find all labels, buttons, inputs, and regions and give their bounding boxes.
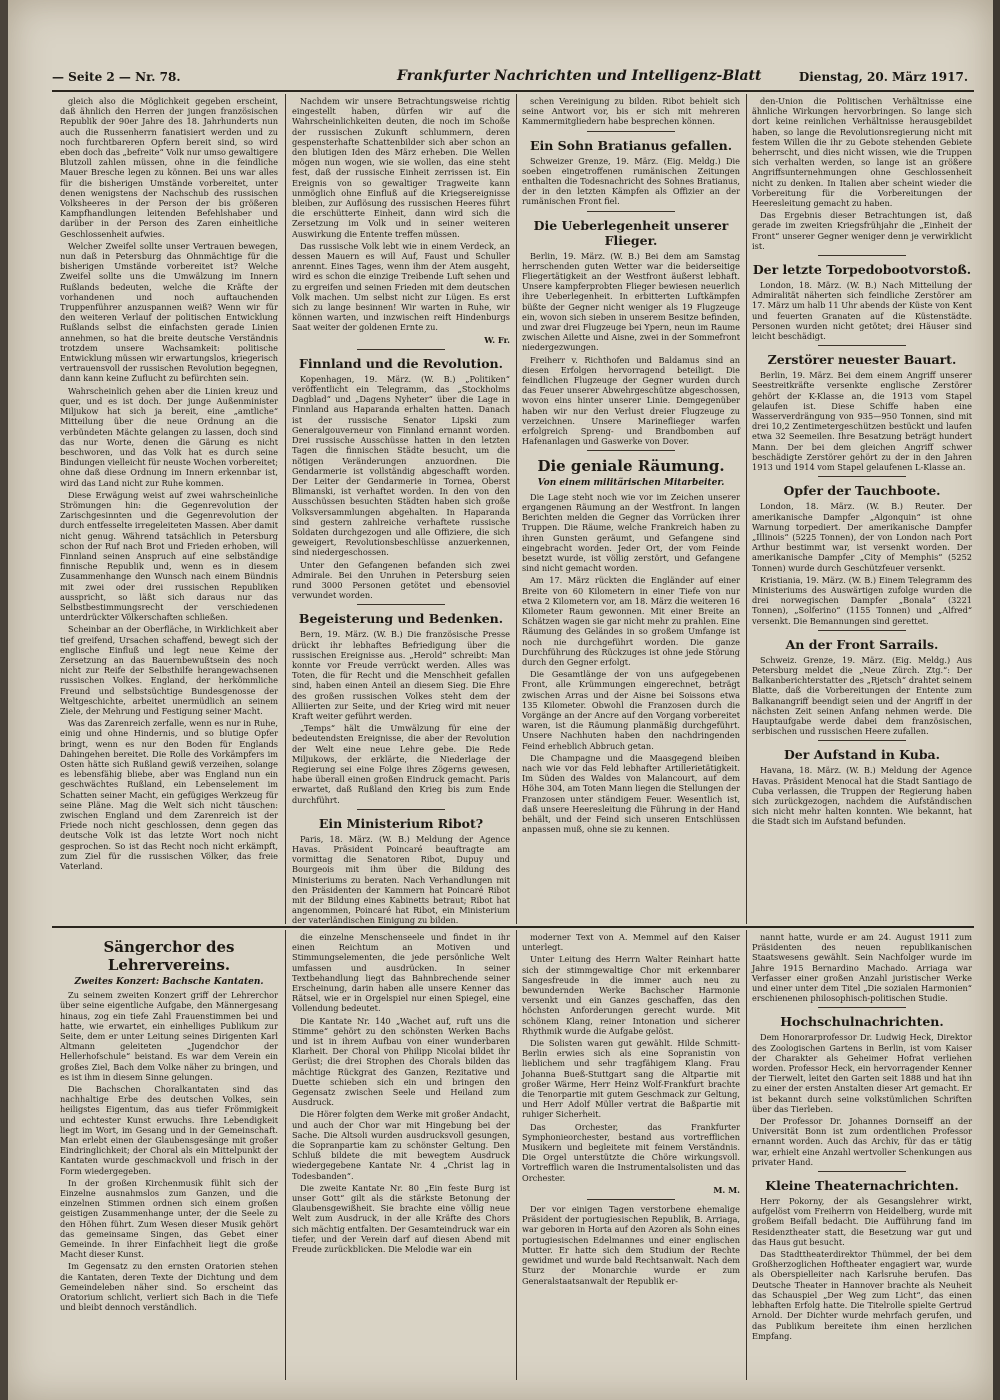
article-headline: Begeisterung und Bedenken. xyxy=(298,611,504,627)
article-paragraph: Die Lage steht noch wie vor im Zeichen unserer ergangenen Räumung an der Westfront. In langen Berichten melden die Gegner das Vorrücken ihrer Truppen. Die Räume, welche Frankreich haben zu ihren Gunsten geräumt, und Gefangene sind eingebracht worden. Jeder Ort, der vom Feinde besetzt wurde, ist völlig zerstört, und Gefangene sind nicht gemacht worden. xyxy=(522,491,740,574)
masthead-title: Frankfurter Nachrichten und Intelligenz-Blatt xyxy=(397,68,762,84)
article-separator xyxy=(587,131,674,132)
article-paragraph: Das Ergebnis dieser Betrachtungen ist, daß gerade im zweiten Kriegsfrühjahr die „Einheit der Front“ unserer Gegner weniger denn je verwirklicht ist. xyxy=(752,210,972,251)
article-paragraph: Berlin, 19. März. Bei dem einem Angriff unserer Seestreitkräfte versenkte englische Zerstörer gehört der K-Klasse an, die 1913 vom Stapel gelaufen ist. Diese Schiffe haben eine Wasserverdrängung von 935—950 Tonnen, sind mit drei 10,2 Zentimetergeschützen bestückt und laufen etwa 32 Seemeilen. Ihre Besatzung beträgt hundert Mann. Der bei dem gleichen Angriff schwer beschädigte Zerstörer gehört zu der in den Jahren 1913 und 1914 vom Stapel gelaufenen L-Klasse an. xyxy=(752,370,972,473)
article-separator xyxy=(357,349,444,350)
article-separator xyxy=(818,255,906,256)
header-rule xyxy=(52,90,974,92)
article-separator xyxy=(818,740,906,741)
section-divider xyxy=(52,926,974,928)
column-divider xyxy=(516,94,517,924)
article-paragraph: Unter den Gefangenen befanden sich zwei Admirale. Bei den Unruhen in Petersburg seien rund 3000 Personen getötet und ebensoviel verwundet worden. xyxy=(292,559,510,601)
page-number: — Seite 2 — Nr. 78. xyxy=(52,70,181,84)
article-headline: Ein Sohn Bratianus gefallen. xyxy=(529,137,733,153)
article-headline: Opfer der Tauchboote. xyxy=(783,483,941,499)
column-divider xyxy=(516,930,517,1380)
feuilleton-column-1 xyxy=(60,932,278,1378)
article-paragraph: Diese Erwägung weist auf zwei wahrscheinliche Strömungen hin: die Gegenrevolution der Zarischgesinnten und die Gegenrevolution der durch entfesselte irregeleiteten Massen. Aber damit nicht genug. Während tatsächlich in Petersburg schon der Ruf nach Brot und Frieden erhoben, will Finnland seinen Anspruch auf eine selbständige finnische Republik und, wenn es in diesem Zusammenhange den Wunsch nach einem Bündnis mit zwei oder drei russischen Republiken ausspricht, so läßt sich daraus nur das Selbstbestimmungsrecht der verschiedenen unterdrückter Völkerschaften schließen. xyxy=(60,489,278,623)
article-paragraph: Freiherr v. Richthofen und Baldamus sind an diesen Erfolgen hervorragend beteiligt. Die feindlichen Flugzeuge der Gegner wurden durch das Feuer unserer Abwehrgeschütze abgeschossen, wovon eins hinter unserer Linie. Demgegenüber haben wir nur den Verlust dreier Flugzeuge zu verzeichnen. Unsere Marineflieger warfen erfolgreich Spreng- und Brandbomben auf Hafenanlagen und Gaswerke von Dover. xyxy=(522,354,740,447)
column-1 xyxy=(60,96,278,916)
article-paragraph: die einzelne Menschenseele und findet in ihr einen Reichtum an Motiven und Stimmungselementen, die jede persönliche Welt umfassen und ausdrücken. In seiner Textbehandlung liegt das Bahnbrechende seiner Erscheinung, darin haben alle unsere Kenner das Rätsel, wie er in Orgelspiel nur einen Spiegel, eine Vollendung bedeutet. xyxy=(292,932,510,1014)
article-paragraph: Scheinbar an der Oberfläche, in Wirklichkeit aber tief greifend, Ursachen schaffend, bewegt sich der englische Einfluß und legt neue Keime der Zersetzung an das Bauernbewußtsein des noch nicht zur Reife der Selbsthilfe herangewachsenen russischen Volkes. England, der herkömmliche Freund und selbstsüchtige Bundesgenosse der Weltgeschichte, arbeitet unermüdlich an seinem Ziele, der Mehrung und Festigung seiner Macht. xyxy=(60,624,278,716)
article-paragraph: Die Kantate Nr. 140 „Wachet auf, ruft uns die Stimme“ gehört zu den schönsten Werken Bachs und ist in ihrem Aufbau von einer wunderbaren Klarheit. Der Choral von Philipp Nicolai bildet ihr Gerüst; die drei Strophen des Chorals bilden das mächtige Rückgrat des Ganzen, Rezitative und Duette schieben sich ein und bringen den Gegensatz zwischen Seele und Heiland zum Ausdruck. xyxy=(292,1015,510,1108)
column-divider xyxy=(746,94,747,924)
article-separator xyxy=(587,211,674,212)
article-paragraph: Das Stadttheaterdirektor Thümmel, der bei dem Großherzoglichen Hoftheater engagiert war, wurde als Oberspielleiter nach Karlsruhe berufen. Das Deutsche Theater in Hannover brachte als Neuheit das Schauspiel „Der Weg zum Licht“, das einen lebhaften Erfolg hatte. Die Titelrolle spielte Gertrud Arnold. Der Dichter wurde mehrfach gerufen, und das Publikum bereitete ihm einen herzlichen Empfang. xyxy=(752,1249,972,1341)
column-divider xyxy=(285,94,286,924)
article-headline: Sängerchor des Lehrervereins. xyxy=(103,938,235,974)
article-paragraph: Der Professor Dr. Johannes Dornseiff an der Universität Bonn ist zum ordentlichen Professor ernannt worden. Auch das Archiv, für das er tätig war, erhielt eine Anzahl wertvoller Schenkungen aus privater Hand. xyxy=(752,1116,972,1167)
article-separator xyxy=(587,450,674,451)
article-paragraph: Die Champagne und die Maasgegend bleiben nach wie vor das Feld lebhafter Artillerietätigkeit. Im Süden des Waldes von Malancourt, auf dem Höhe 304, am Toten Mann liegen die Stellungen der Franzosen unter ständigem Feuer. Wesentlich ist, daß unsere Heeresleitung die Führung in der Hand behält, und der Feind sich unseren Entschlüssen anpassen muß, ohne sie zu kennen. xyxy=(522,752,740,835)
article-paragraph: schen Vereinigung zu bilden. Ribot behielt sich seine Antwort vor, bis er sich mit mehreren Kammermitgliedern habe besprechen können. xyxy=(522,96,740,127)
article-paragraph: Die zweite Kantate Nr. 80 „Ein feste Burg ist unser Gott“ gilt als die stärkste Betonung der Glaubensgewißheit. Sie brachte eine völlig neue Welt zum Ausdruck, in der alle Kräfte des Chors sich mächtig entfalten. Der Gesamteindruck war ein tiefer, und der Verein darf auf diesen Abend mit Freude zurückblicken. Die Melodie war ein xyxy=(292,1182,510,1255)
article-paragraph: Der vor einigen Tagen verstorbene ehemalige Präsident der portugiesischen Republik, B. Arriaga, war geboren in Horta auf den Azoren als Sohn eines portugiesischen Edelmannes und einer englischen Mutter. Er hatte sich dem Studium der Rechte gewidmet und wurde bald Rechtsanwalt. Nach dem Sturz der Monarchie wurde er zum Generalstaatsanwalt der Republik er- xyxy=(522,1204,740,1286)
article-subheadline: Zweites Konzert: Bachsche Kantaten. xyxy=(74,977,264,987)
column-2 xyxy=(292,96,510,926)
column-4 xyxy=(752,96,972,916)
article-paragraph: den-Union die Politischen Verhältnisse eine ähnliche Wirkungen hervorbringen. So lange sich dort keine reinlichen Verhältnisse herausgebildet haben, so lange die Revolutionsregierung nicht mit festem Willen die ihr zu Gebote stehenden Gebiete beherrscht, und dies nicht wissen, wie die Truppen sich verhalten werden, so lange ist an größere Angriffsunternehmungen ohne Geschlossenheit nicht zu denken. In Italien aber scheint wieder die Vorbereitung für die Vorbereitungen der Heeresleitung gemacht zu haben. xyxy=(752,96,972,209)
article-headline: Zerstörer neuester Bauart. xyxy=(767,352,957,368)
article-paragraph: „Temps“ hält die Umwälzung für eine der bedeutendsten Ereignisse, die aber der Revolution der Welt eine neue Lehre gebe. Die Rede Miljukows, der erklärte, die Niederlage der Regierung sei eine Folge ihres Zögerns gewesen, habe überall einen großen Eindruck gemacht. Paris erwartet, daß Rußland den Krieg bis zum Ende durchführt. xyxy=(292,723,510,805)
article-headline: Hochschulnachrichten. xyxy=(780,1014,944,1030)
article-paragraph: Die Hörer folgten dem Werke mit großer Andacht, und auch der Chor war mit Hingebung bei der Sache. Die Altsoli wurden ausdrucksvoll gesungen, die Sopranpartie kam zu schönster Geltung. Den Schluß bildete die mit bewegtem Ausdruck wiedergegebene Kantate Nr. 4 „Christ lag in Todesbanden“. xyxy=(292,1109,510,1181)
feuilleton-column-2 xyxy=(292,932,510,1378)
article-headline: Ein Ministerium Ribot? xyxy=(318,815,484,831)
article-paragraph: Die Solisten waren gut gewählt. Hilde Schmitt-Berlin erwies sich als eine Sopranistin von lieblichem und sehr tragfähigem Klang. Frau Johanna Bueß-Stuttgart sang die Altpartie mit großer Wärme, Herr Heinz Wolf-Frankfurt brachte die Tenorpartie mit gutem Geschmack zur Geltung, und Herr Adolf Müller vertrat die Baßpartie mit ruhiger Sicherheit. xyxy=(522,1038,740,1120)
article-headline: Finnland und die Revolution. xyxy=(299,355,503,371)
column-3 xyxy=(522,96,740,916)
article-signature: M. M. xyxy=(713,1184,740,1195)
article-paragraph: Am 17. März rückten die Engländer auf einer Breite von 60 Kilometern in einer Tiefe von nur etwa 2 Kilometern vor, am 18. März die weiteren 16 Kilometer Raum gewonnen. Mit einer Breite an Schätzen wagen sie gar nicht mehr zu prahlen. Eine Räumung des Geländes in so großem Umfange ist noch nie durchgeführt worden. Die ganze Durchführung des Rückzuges ist ohne jede Störung durch den Gegner erfolgt. xyxy=(522,575,740,667)
page-edge-right xyxy=(993,0,1000,1400)
column-divider xyxy=(746,930,747,1380)
article-separator xyxy=(818,630,906,631)
article-paragraph: In der großen Kirchenmusik fühlt sich der Einzelne ausnahmslos zum Ganzen, und die einzelnen Stimmen ordnen sich einem großen geistigen Zusammenhange unter, der die Seele zu den Höhen führt. Zum Wesen dieser Musik gehört das gemeinsame Singen, das Gebet einer Gemeinde. In ihrer Einfachheit liegt die große Macht dieser Kunst. xyxy=(60,1177,278,1260)
article-paragraph: nannt hatte, wurde er am 24. August 1911 zum Präsidenten des neuen republikanischen Staatswesens gewählt. Sein Nachfolger wurde im Jahre 1915 Bernardino Machado. Arriaga war Verfasser einer großen Anzahl juristischer Werke und einer unter dem Titel „Die sozialen Harmonien“ erschienenen philosophisch-politischen Studie. xyxy=(752,932,972,1004)
article-separator xyxy=(818,1007,906,1008)
article-paragraph: Was das Zarenreich zerfalle, wenn es nur in Ruhe, einig und ohne Hindernis, und so blutige Opfer bringt, wenn es nur den Boden für Englands Dahingehen bereitet. Die Rolle des Vorkämpfers im Osten hätte sich Rußland gewiß verzeihen, solange es lebensfähig bliebe, aber was England nun ein geschwächtes Rußland, ein Lebenselement im Schatten seiner Macht, ein gefügiges Werkzeug für seine Pläne. Mag die Welt sich nicht täuschen: zwischen England und dem Zarenreich ist der Friede noch nicht geschlossen, denn gegen das deutsche Volk ist das letzte Wort noch nicht gesprochen. So ist das Recht noch nicht erkämpft, zum Ziel für die russischen Völker, das freie Vaterland. xyxy=(60,718,278,872)
article-separator xyxy=(357,809,444,810)
feuilleton-column-4 xyxy=(752,932,972,1378)
issue-date: Dienstag, 20. März 1917. xyxy=(798,70,968,84)
feuilleton-column-3 xyxy=(522,932,740,1378)
article-paragraph: Das Orchester, das Frankfurter Symphonieorchester, bestand aus vortrefflichen Musikern und begleitete mit feinem Verständnis. Die Orgel unterstützte die Chöre wirkungsvoll. Vortrefflich waren die Instrumentalsolisten und das Orchester. xyxy=(522,1121,740,1183)
article-paragraph: Unter Leitung des Herrn Walter Reinhart hatte sich der stimmgewaltige Chor mit erkennbarer Sangesfreude in die immer auch neu zu bewundernden Werke Bachscher Harmonie versenkt und ein Ganzes geschaffen, das den höchsten Anforderungen gerecht wurde. Mit schönem Klang, reiner Intonation und sicherer Rhythmik wurde die Aufgabe gelöst. xyxy=(522,954,740,1036)
article-paragraph: Dem Honorarprofessor Dr. Ludwig Heck, Direktor des Zoologischen Gartens in Berlin, ist vom Kaiser der Charakter als Geheimer Hofrat verliehen worden. Professor Heck, ein hervorragender Kenner der Tierwelt, leitet den Garten seit 1888 und hat ihn zu einer der ersten Anstalten dieser Art gemacht. Er ist bekannt durch seine volkstümlichen Schriften über das Tierleben. xyxy=(752,1032,972,1114)
article-paragraph: gleich also die Möglichkeit gegeben erscheint, daß ähnlich den Herren der jungen französischen Republik der 90er Jahre des 18. Jahrhunderts nun auch die Russenherrn fanatisiert werden und zu noch furchtbareren Opfern bereit sind, so wird eben doch das „befreite“ Volk nur umso gewaltigere Blutzoll zahlen müssen, ohne in die feindliche Mauer Bresche legen zu können. Bei uns war alles für die bisherigen Umstände vorbereitet, unter denen wenigstens der Nachschub des russischen Volksheeres in der Person der bis größeren Kampfhandlungen leitenden Befehlshaber und darüber in der Person des Zaren einheitliche Geschlossenheit aufwies. xyxy=(60,96,278,239)
article-signature: W. Fr. xyxy=(484,334,510,345)
article-separator xyxy=(357,604,444,605)
article-separator xyxy=(818,345,906,346)
article-paragraph: Berlin, 19. März. (W. B.) Bei dem am Samstag herrschenden guten Wetter war die beiderseitige Fliegertätigkeit an der Westfront äußerst lebhaft. Unsere kampferprobten Flieger bewiesen neuerlich ihre Ueberlegenheit. In erbitterten Luftkämpfen büßte der Gegner nicht weniger als 19 Flugzeuge ein, wovon sich sieben in unserem Besitze befinden, und zwar drei Flugzeuge bei Ypern, neun im Raume zwischen Ailette und Aisne, zwei in der Sommefront niedergezwungen. xyxy=(522,250,740,353)
column-divider xyxy=(285,930,286,1380)
page-edge-left xyxy=(0,0,8,1400)
article-headline: Kleine Theaternachrichten. xyxy=(765,1178,959,1194)
article-separator xyxy=(818,1171,906,1172)
article-paragraph: Die Bachschen Choralkantaten sind das nachhaltige Erbe des deutschen Volkes, sein heiligstes Eigentum, das aus tiefer Frömmigkeit und echtester Kunst erwuchs. Ihre Lebendigkeit liegt im Wort, im Gesang und in der Gemeinschaft. Man erlebt einen der Glaubensgesänge mit großer Eindringlichkeit; der Choral als ein Mittelpunkt der Kantaten wurde geschmackvoll und frisch in der Form wiedergegeben. xyxy=(60,1084,278,1176)
article-paragraph: Zu seinem zweiten Konzert griff der Lehrerchor über seine eigentliche Aufgabe, den Männergesang hinaus, zog ein tiefe Zahl Frauenstimmen bei und hatte, wie erwartet, ein einhelliges Publikum zur Seite, dem er unter Leitung seines Dirigenten Karl Altmann geleiteten „Jugendchor der Hellerhofschule“ beistand. Es war dem Verein ein großes Ziel, Bach dem Volke näher zu bringen, und es ist ihm in diesem Sinne gelungen. xyxy=(60,990,278,1082)
article-paragraph: moderner Text von A. Memmel auf den Kaiser unterlegt. xyxy=(522,932,740,953)
article-paragraph: Nachdem wir unsere Betrachtungsweise richtig eingestellt haben, dürfen wir auf die Wahrscheinlichkeiten deuten, die noch im Schoße der russischen Zukunft schlummern, deren gespensterhafte Schattenbilder sich aber schon an den blutigen Iden des März erheben. Die Wellen mögen nun wogen, wie sie wollen, das eine steht fest, daß der russische Einheit zerrissen ist. Ein Ereignis von so gewaltiger Tragweite kann unmöglich ohne Einfluß auf die Kriegsereignisse bleiben, zur Auflösung des russischen Heeres führt die erschütterte Einheit, dann wird sich die Zersetzung im Volk und in seiner weiteren Auswirkung die Entente treffen müssen. xyxy=(292,96,510,239)
article-subheadline: Von einem militärischen Mitarbeiter. xyxy=(537,478,725,489)
article-paragraph: Wahrscheinlich gehen aber die Linien kreuz und quer, und es ist doch. Der junge Außenminister Miljukow hat sich ja bereit, eine „amtliche“ Mitteilung über die neue Ordnung an die verbündeten Mächte gelangen zu lassen, doch sind das nur Worte, denen die Gärung es nicht beschworen, und das Volk hat es durch seine Bindungen vielleicht für neuste Wochen vorbereitet; ohne daß diese Ordnung im Innern erkennbar ist, wird das Land nicht zur Ruhe kommen. xyxy=(60,385,278,488)
article-paragraph: Kopenhagen, 19. März. (W. B.) „Politiken“ veröffentlicht ein Telegramm, das „Stockholms Dagblad“ und „Dagens Nyheter“ über die Lage in Finnland aus Haparanda erhalten hatten. Danach ist der russische Senator Lipski zum Generalgouverneur von Finnland ernannt worden. Drei russische Ausschüsse hatten in den letzten Tagen die finnischen Städte besucht, um die nötigen Veränderungen anzuordnen. Die Gendarmerie ist vollständig abgeschafft worden. Der Leiter der Gendarmerie in Tornea, Oberst Blimanski, ist verhaftet worden. In den von den Ausschüssen besuchten Städten haben sich große Volksversammlungen abgehalten. In Haparanda sind gestern zahlreiche verhaftete russische Soldaten durchgezogen und alle Offiziere, die sich geweigert, Revolutionsbeschlüsse anzuerkennen, sind niedergeschossen. xyxy=(292,373,510,558)
article-paragraph: Die Gesamtlänge der von uns aufgegebenen Front, alle Krümmungen eingerechnet, beträgt zwischen Arras und der Aisne bei Soissons etwa 135 Kilometer. Obwohl die Franzosen durch die Vorgänge an der Ancre auf den Vorgang vorbereitet waren, ist die Räumung planmäßig durchgeführt. Unsere Nachhuten haben den nachdringenden Feind erheblich Abbruch getan. xyxy=(522,669,740,751)
article-headline: Die Ueberlegenheit unserer Flieger. xyxy=(533,217,729,248)
article-headline: An der Front Sarrails. xyxy=(785,636,939,652)
article-separator xyxy=(587,1199,674,1200)
article-headline: Der Aufstand in Kuba. xyxy=(783,747,941,763)
article-paragraph: Paris, 18. März. (W. B.) Meldung der Agence Havas. Präsident Poincaré beauftragte am vormittag die Senatoren Ribot, Dupuy und Bourgeois mit ihm über die Bildung des Ministeriums zu beraten. Nach Verhandlungen mit den Präsidenten der Kammern hat Poincaré Ribot mit der Bildung eines Kabinetts betraut; Ribot hat angenommen, Poincaré hat Ribot, ein Ministerium der vaterländischen Einigung zu bilden. xyxy=(292,833,510,926)
article-paragraph: Im Gegensatz zu den ernsten Oratorien stehen die Kantaten, deren Texte der Dichtung und dem Gemeindeleben näher sind. So erscheint das Oratorium schlicht, verliert sich Bach in die Tiefe und bleibt dennoch verständlich. xyxy=(60,1261,278,1313)
article-paragraph: Havana, 18. März. (W. B.) Meldung der Agence Havas. Präsident Menocal hat die Stadt Santiago de Cuba verlassen, die Truppen der Regierung haben sich zurückgezogen, nachdem die Aufständischen sich nicht mehr halten konnten. Wie bekannt, hat die Stadt sich im Aufstand befunden. xyxy=(752,765,972,827)
article-headline: Die geniale Räumung. xyxy=(537,457,725,476)
article-paragraph: Schweizer Grenze, 19. März. (Eig. Meldg.) Die soeben eingetroffenen rumänischen Zeitungen enthalten die Todesnachricht des Sohnes Bratianus, der in den letzten Kämpfen als Offizier an der rumänischen Front fiel. xyxy=(522,155,740,207)
page-header xyxy=(52,68,974,90)
article-paragraph: London, 18. März. (W. B.) Reuter. Der amerikanische Dampfer „Algonquin“ ist ohne Warnung torpediert. Der amerikanische Dampfer „Illinois“ (5225 Tonnen), der von London nach Port Arthur bestimmt war, ist versenkt worden. Der amerikanische Dampfer „City of Memphis“ (5252 Tonnen) wurde durch Geschützfeuer versenkt. xyxy=(752,501,972,573)
article-paragraph: Bern, 19. März. (W. B.) Die französische Presse drückt ihr lebhaftes Befriedigung über die russischen Ereignisse aus. „Herold“ schreibt: Man konnte vor Freude verrückt werden. Alles was Toten, die für Recht und die Menschheit gefallen sind, haben einen Anteil an diesem Sieg. Die Ehre des großen russischen Volkes steht dem der Alliierten zur Seite, und der Krieg wird mit neuer Kraft weiter geführt werden. xyxy=(292,629,510,721)
article-headline: Der letzte Torpedobootvorstoß. xyxy=(752,262,972,278)
article-separator xyxy=(818,476,906,477)
article-paragraph: London, 18. März. (W. B.) Nach Mitteilung der Admiralität näherten sich feindliche Zerstörer am 17. März um halb 11 Uhr abends der Küste von Kent und feuerten Granaten auf die Küstenstädte. Personen wurden nicht getötet; drei Häuser sind leicht beschädigt. xyxy=(752,280,972,342)
article-paragraph: Das russische Volk lebt wie in einem Verdeck, an dessen Mauern es will Auf, Faust und Schuller anrennt. Eines Tages, wenn ihm der Atem ausgeht, wird es schon die einzige Treibende Luft sehen und zu ergreifen und seinen Frieden mit dem deutschen Volk machen. Um selbst nicht zur Lügen. Es erst sich zu lange besinnen! Wir warten in Ruhe, wir können warten, und inzwischen reift Hindenburgs Saat weiter der goldenen Ernte zu. xyxy=(292,240,510,333)
article-paragraph: Herr Pokorny, der als Gesangslehrer wirkt, aufgelöst vom Freiherrn von Heidelberg, wurde mit großem Beifall bedacht. Die Aufführung fand im Residenztheater statt, die Besetzung war gut und das Haus gut besucht. xyxy=(752,1196,972,1247)
article-paragraph: Kristiania, 19. März. (W. B.) Einem Telegramm des Ministeriums des Auswärtigen zufolge wurden die drei norwegischen Dampfer „Bonala“ (3221 Tonnen), „Solferino“ (1155 Tonnen) und „Alfred“ versenkt. Die Bemannungen sind gerettet. xyxy=(752,574,972,626)
article-paragraph: Schweiz. Grenze, 19. März. (Eig. Meldg.) Aus Petersburg meldet die „Neue Zürch. Ztg.“: Der Balkanberichterstatter des „Rjetsch“ drahtet seinem Blatte, daß die Vorbereitungen der Entente zum Balkanangriff beendigt seien und der Angriff in der nächsten Zeit seinen Anfang nehmen werde. Die Hauptaufgabe werde dabei dem französischen, serbischen und russischen Heere zufallen. xyxy=(752,654,972,737)
article-paragraph: Welcher Zweifel sollte unser Vertrauen bewegen, nun daß in Petersburg das Ohnmächtige für die bisherigen Umstände vorbereitet ist? Welche Zweifel sollte uns die Umwälzung im Innern Rußlands bedeuten, welche die Kräfte der vorhandenen und noch auftauchenden Truppenführer anzuspannen weiß? Wenn wir für den weiteren Verlauf der politischen Entwicklung Rußlands selbst die einfachsten gerade Linien annehmen, so hat die breite deutsche Verständnis trotzdem unsere Wachsamkeit: politische Entwicklung müssen wir erwartungslos, kriegerisch vertrauensvoll der russischen Revolution begegnen, dann kann keine Zuflucht zu befürchten sein. xyxy=(60,240,278,384)
